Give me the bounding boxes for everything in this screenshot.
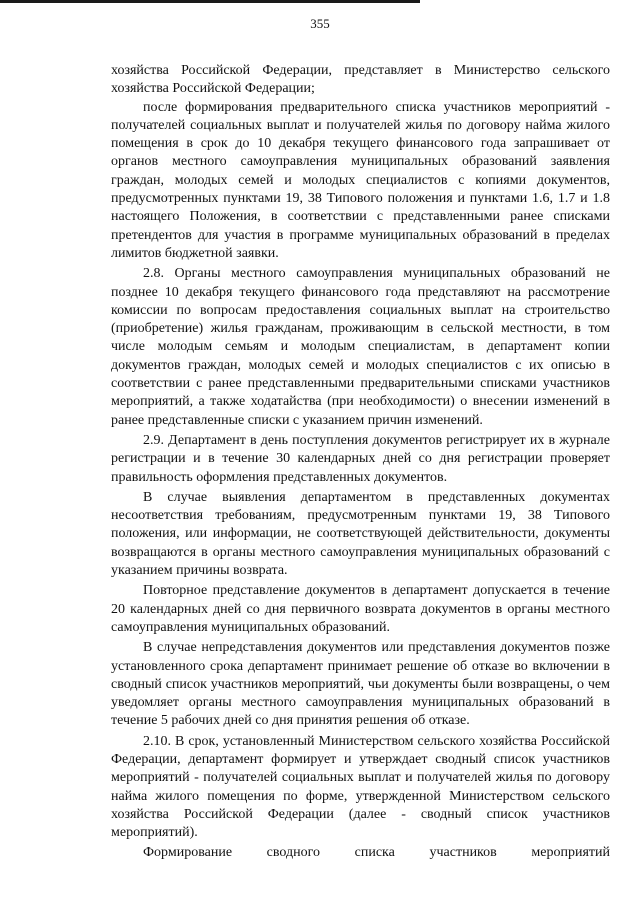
page-number: 355 (310, 16, 330, 31)
paragraph: после формирования предварительного списка участников мероприятий - получателей социальных выплат и получателей жилья по договору найма жилого помещения в срок до 10 декабря текущего финансового года запрашивает от органов местного самоуправления муниципальных образований заявления граждан, молодых семей и молодых специалистов с копиями документов, предусмотренных пунктами 19, 38 Типового положения и пунктами 1.6, 1.7 и 1.8 настоящего Положения, в соответствии с представленными ранее списками претендентов для участия в программе муниципальных образований в пределах лимитов бюджетной заявки. (111, 99, 610, 261)
paragraph: В случае непредставления документов или представления документов позже установленного срока департамент принимает решение об отказе во включении в сводный список участников мероприятий, чьи документы были возвращены, о чем уведомляет органы местного самоуправления муниципальных образований в течение 5 рабочих дней со дня принятия решения об отказе. (111, 640, 610, 729)
paragraph: хозяйства Российской Федерации, представляет в Министерство сельского хозяйства Российской Федерации; (111, 63, 610, 97)
paragraph: 2.10. В срок, установленный Министерством сельского хозяйства Российской Федерации, департамент формирует и утверждает сводный список участников мероприятий - получателей социальных выплат и получателей жилья по договору найма жилого помещения по форме, утвержденной Министерством сельского хозяйства Российской Федерации (далее - сводный список участников мероприятий). (111, 733, 610, 841)
paragraph: В случае выявления департаментом в представленных документах несоответствия требованиям, предусмотренным пунктами 19, 38 Типового положения, или информации, не соответствующей действительности, документы возвращаются в органы местного самоуправления муниципальных образований с указанием причины возврата. (111, 489, 610, 579)
paragraph: Формирование сводного списка участников мероприятий (143, 845, 610, 861)
paragraph: 2.9. Департамент в день поступления документов регистрирует их в журнале регистрации и в течение 30 календарных дней со дня регистрации проверяет правильность оформления представленных документов. (111, 432, 610, 485)
paragraph: 2.8. Органы местного самоуправления муниципальных образований не позднее 10 декабря текущего финансового года представляют на рассмотрение комиссии по вопросам предоставления социальных выплат на строительство (приобретение) жилья гражданам, проживающим в сельской местности, в том числе молодым семьям и молодым специалистам, в департамент копии документов граждан, молодых семей и молодых специалистов с их описью в соответствии с ранее представленными предварительными списками участников мероприятий, а также ходатайства (при необходимости) о внесении изменений в ранее представленные списки с указанием причин изменений. (111, 266, 610, 428)
scan-top-border (0, 0, 420, 3)
document-body (111, 62, 610, 863)
paragraph: Повторное представление документов в департамент допускается в течение 20 календарных дней со дня первичного возврата документов в органы местного самоуправления муниципальных образований. (111, 583, 610, 635)
